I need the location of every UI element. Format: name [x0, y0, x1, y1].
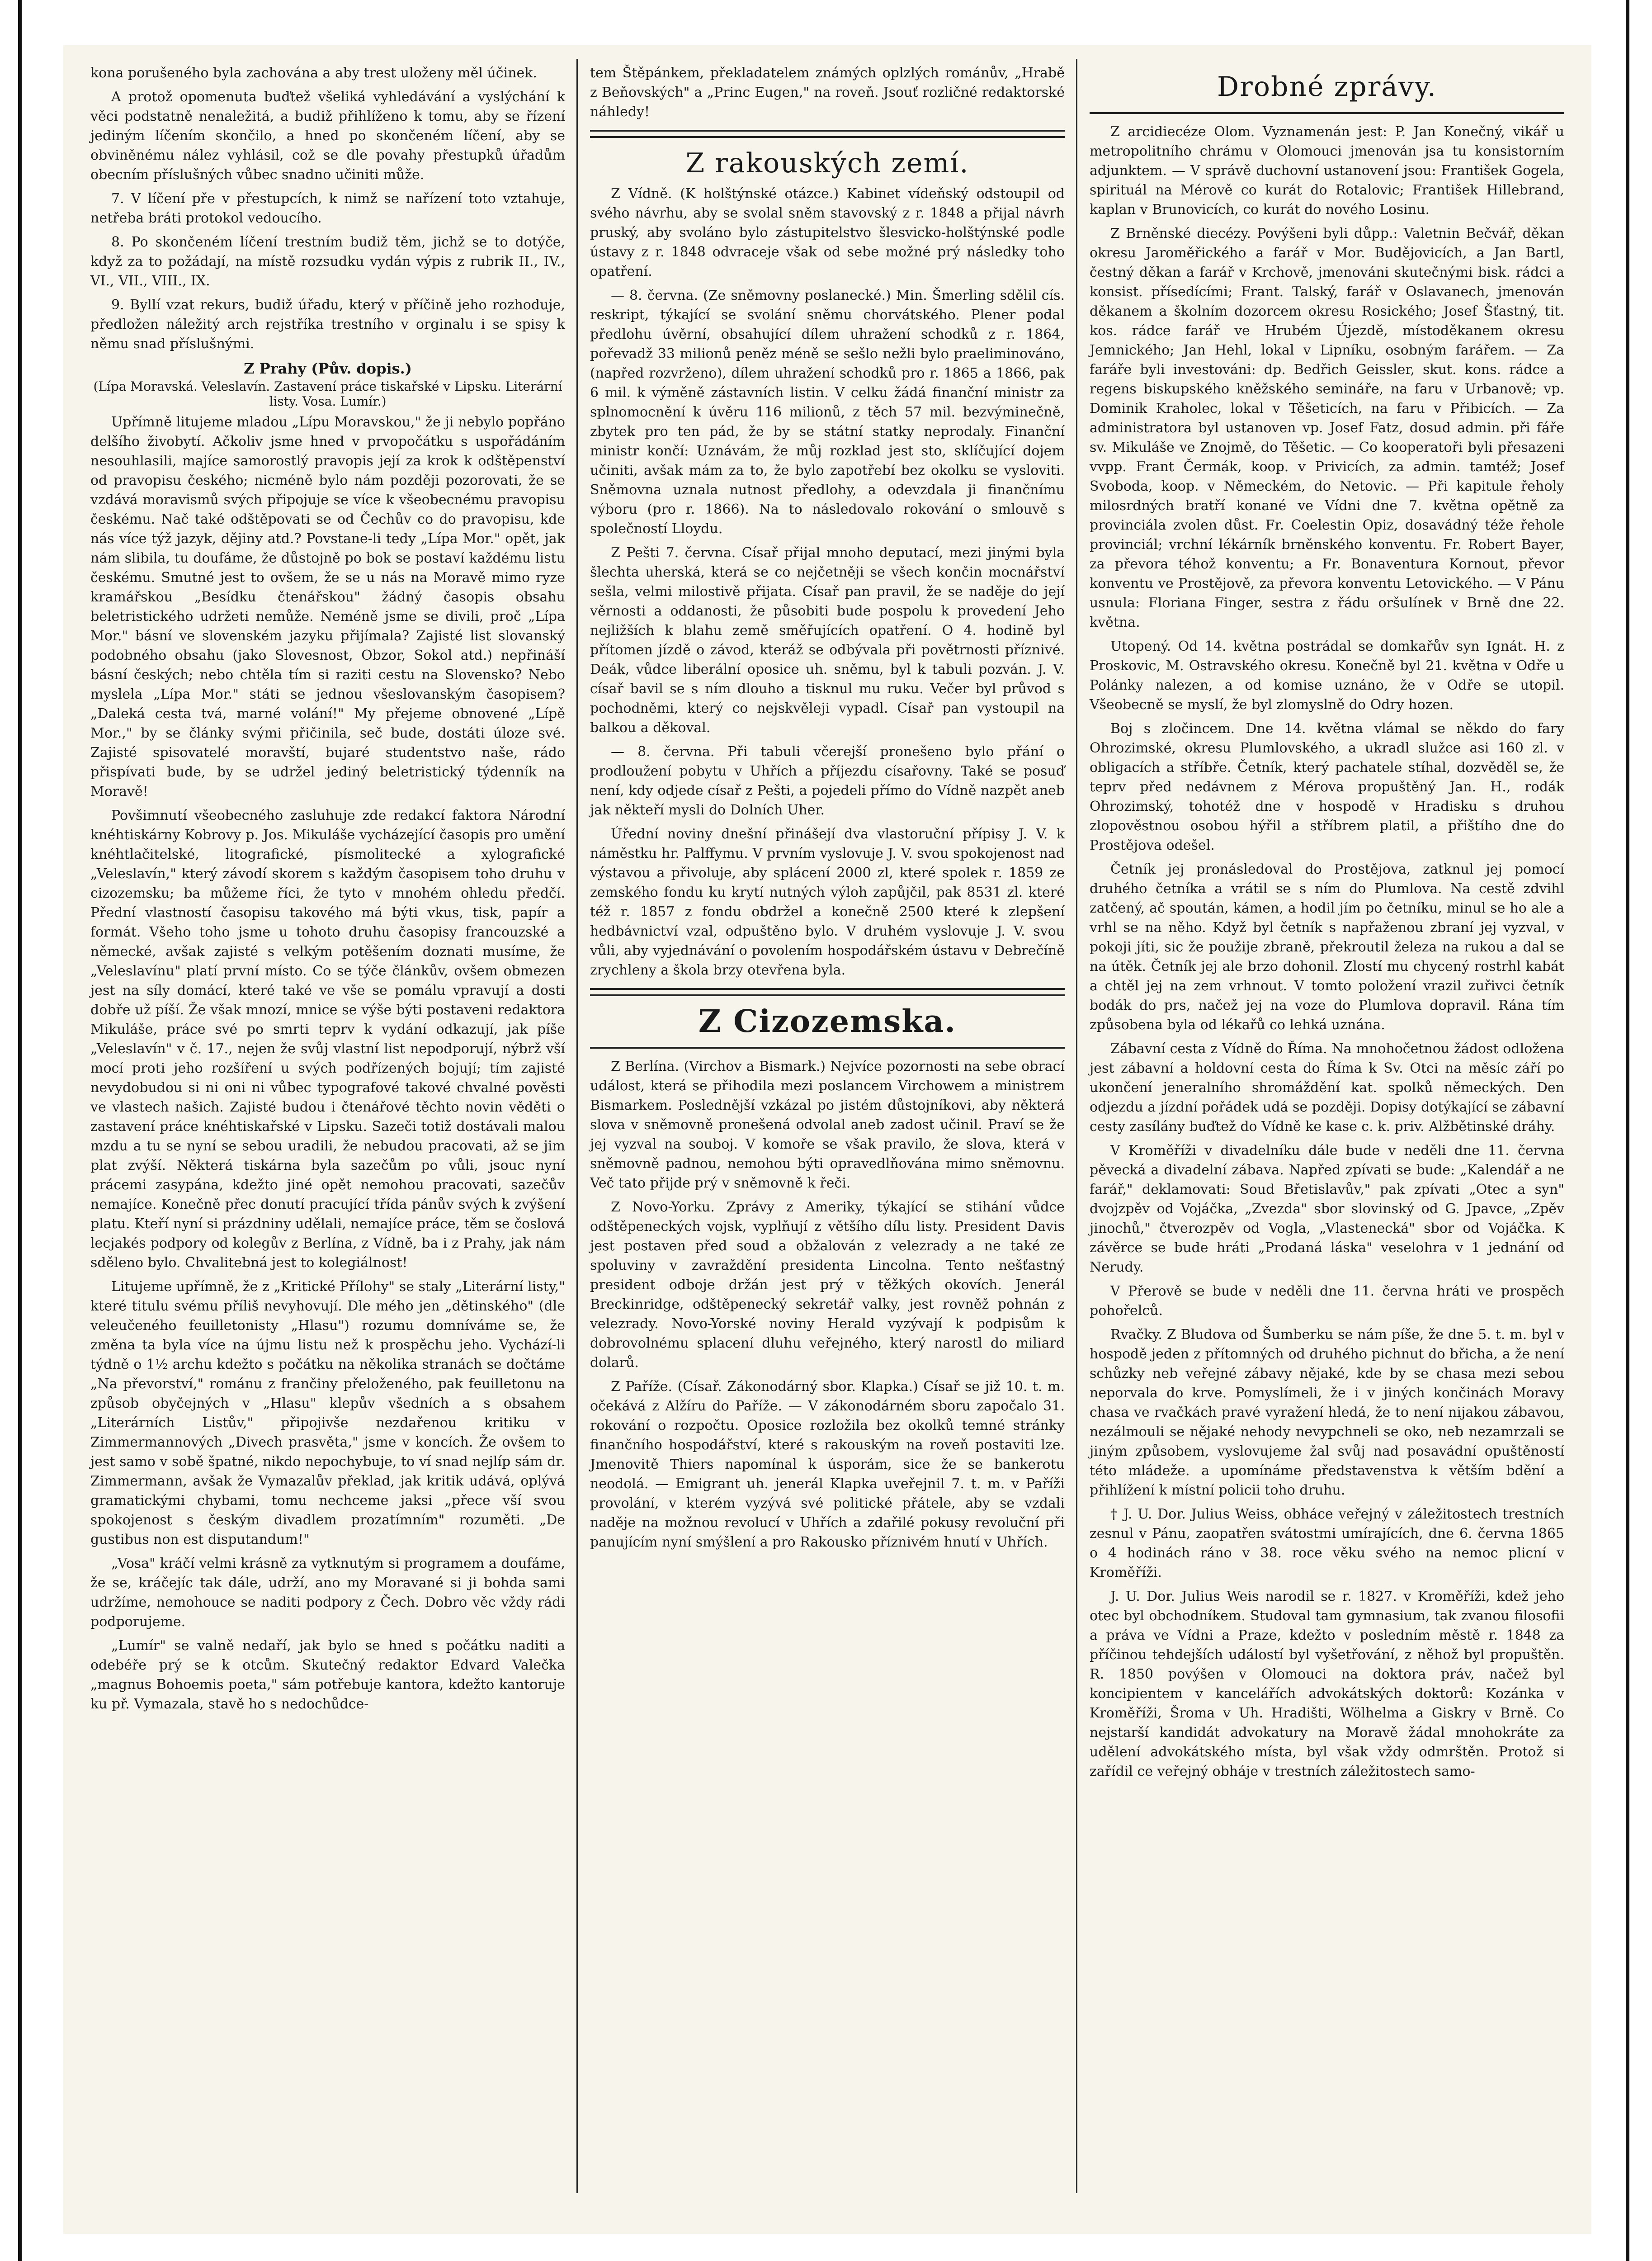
paragraph: Z Pešti 7. června. Císař přijal mnoho deputací, mezi jinými byla šlechta uherská, která se co nejčetněji se všech končin mocnářství sešla, velmi milostivě přijata. Císař pan pravil, že se naděje do její věrnosti a oddanosti, že působiti bude pospolu k provedení Jeho nejližších k blahu země směřujících opatření. O 4. hodině byl přítomen jízdě o závod, kteráž se odbývala při povětrnosti příznivé. Deák, vůdce liberální oposice uh. sněmu, byl k tabuli pozván. J. V. císař bavil se s ním dlouho a tisknul mu ruku. Večer byl průvod s pochodněmi, který co nejskvěleji vypadl. Císař pan vystoupil na balkou a děkoval. — [590, 545, 1065, 736]
paragraph: tem Štěpánkem, překladatelem známých oplzlých románův, „Hrabě z Beňovských" a „Princ Eugen," na roveň. Jsouť rozličné redaktorské náhledy! — [590, 65, 1065, 120]
paragraph: — 8. června. Při tabuli včerejší pronešeno bylo přání o prodloužení pobytu v Uhřích a příjezdu císařovny. Také se posuď není, kdy odjede císař z Pešti, a pojedeli přímo do Vídně nazpět aneb jak někteří mysli do Dolních Uher. — [590, 744, 1065, 818]
paragraph: Litujeme upřímně, že z „Kritické Přílohy" se staly „Literární listy," které titulu svému příliš nevyhovují. Dle mého jen „dětinského" (dle veleučeného feuilletonisty „Hlasu") rozumu domníváme se, že změna ta byla více na újmu listu než k prospěchu jeho. Vychází-li týdně o 1½ archu kdežto s počátku na několika stranách se dočtáme „Na převorství," románu z frančiny přeloženého, pak feuilletonu na způsob obyčejných v „Hlasu" klepův všedních a s obsahem „Literárních Listův," připojivše nezdařenou kritiku v Zimmermannových „Divech prasvěta," jsme v koncích. Že ovšem to jest samo v sobě špatné, nikdo nepochybuje, to ví snad nejlíp sám dr. Zimmermann, avšak že Vymazalův překlad, jak kritik udává, oplývá gramatickými chybami, tomu nechceme jaksi „přece vší svou spokojenost s českým divadlem prozatímním" rozuměti. „De gustibus non est disputandum!" — [90, 1279, 565, 1547]
page-edge-right — [1626, 0, 1629, 2261]
paragraph: Z arcidiecéze Olom. Vyznamenán jest: P. Jan Konečný, vikář u metropolitního chrámu v Olomouci jmenován jsa tu konsistorním adjunktem. — V správě duchovní ustanovení jsou: František Gogela, spirituál na Mérově co kurát do Rotalovic; František Hillebrand, kaplan v Brunovicích, co kurát do nového Losinu. — [1090, 124, 1564, 218]
section-divider — [590, 988, 1065, 996]
article-subheading: (Lípa Moravská. Veleslavín. Zastavení práce tiskařské v Lipsku. Literární listy. Vosa. Lumír.) — [93, 379, 562, 409]
paragraph: V Kroměříži v divadelníku dále bude v neděli dne 11. června pěvecká a divadelní zábava. Napřed zpívati se bude: „Kalendář a ne farář," deklamovati: Soud Břetislavův," pak zpívati „Otec a syn" dvojzpěv od Vojáčka, „Zvezda" sbor slovinský od G. Jpavce, „Zpěv jinochů," čtverozpěv od Vogla, „Vlastenecká" sbor od Vojáčka. K závěrce se bude hráti „Prodaná láska" veselohra v 1 jednání od Nerudy. — [1090, 1143, 1564, 1275]
column-right — [1090, 63, 1564, 1786]
paragraph: Z Novo-Yorku. Zprávy z Ameriky, týkající se stihání vůdce odštěpeneckých vojsk, vyplňují z většího dílu listy. President Davis jest postaven před soud a obžalován z velezrady a ne také ze spoluviny v zavraždění presidenta Lincolna. Tento nešťastný president odboje držán jest prý v těžkých okovích. Jenerál Breckinridge, odštěpenecký sekretář valky, jest rovněž pohnán z velezrady. Novo-Yorské noviny Herald vyzývají k podpisům k dobrovolnému splacení dluhu veřejného, který narostl do miliard dolarů. — [590, 1199, 1065, 1371]
paragraph: „Vosa" kráčí velmi krásně za vytknutým si programem a doufáme, že se, kráčejíc tak dále, udrží, ano my Moravané si ji bohda sami udržíme, nemohouce se naditi podpory z Čech. Dobro věc vždy rádi podporujeme. — [90, 1556, 565, 1630]
paragraph: Upřímně litujeme mladou „Lípu Moravskou," že ji nebylo popřáno delšího živobytí. Ačkoliv jsme hned v prvopočátku s uspořádáním nesouhlasili, majíce samorostlý pravopis její za krok k odštěpenství od pravopisu českého; nicméně bylo nám později pozorovati, že se vzdává moravismů svých připojuje se více k všeobecnému pravopisu českému. Nač také odštěpovati se od Čechův co do pravopisu, kde nás více týž jazyk, dějiny atd.? Povstane-li tedy „Lípa Mor." opět, jak nám slibila, tu doufáme, že důstojně po bok se postaví každému listu českému. Smutné jest to ovšem, že se u nás na Moravě mimo ryze kramářskou „Besídku čtenářskou" žádný časopis obsahu beletristického udržeti nemůže. Neméně jsme se divili, proč „Lípa Mor." básní ve slovenském jazyku přijímala? Zajisté list slovanský podobného obsahu (jako Slovesnost, Obzor, Sokol atd.) nepřináší básní českých; nebo chtěla tím si raziti cestu na Slovensko? Nebo myslela „Lípa Mor." státi se jednou všeslovanským časopisem? „Daleká cesta tvá, marné volání!" My přejeme obnovené „Lípě Mor.," by se články svými přičinila, seč bude, dostáti úloze své. Zajisté spisovatelé moravští, bujaré studentstvo naše, rádo přispívati bude, by se udržel jediný beletristický týdenník na Moravě! — [90, 414, 565, 799]
section-divider — [590, 130, 1065, 138]
paragraph: „Lumír" se valně nedaří, jak bylo se hned s počátku naditi a odebéře prý se k otcům. Skutečný redaktor Edvard Valečka „magnus Bohoemis poeta," sám potřebuje kantora, kdežto kantoruje ku př. Vymazala, stavě ho s nedochůdce- — [90, 1638, 565, 1712]
paragraph: Utopený. Od 14. května postrádal se domkařův syn Ignát. H. z Proskovic, M. Ostravského okresu. Konečně byl 21. května v Odře u Polánky nalezen, a od komise uznáno, že v Odře se utopil. Všeobecně se myslí, že byl zlomyslně do Odry hozen. — [1090, 639, 1564, 713]
paragraph: 8. Po skončeném líčení trestním budiž těm, jichž se to dotýče, když za to požádají, na místě rozsudku vydán výpis z rubrik II., IV., VI., VII., VIII., IX. — [90, 234, 565, 289]
section-title: Drobné zprávy. — [1217, 71, 1437, 103]
section-title: Z rakouských zemí. — [685, 147, 969, 179]
section-divider — [1090, 112, 1564, 114]
column-left — [90, 63, 565, 1718]
paragraph: V Přerově se bude v neděli dne 11. června hráti ve prospěch pohořelců. — [1090, 1283, 1564, 1319]
column-rule — [1076, 59, 1077, 2193]
paragraph: Z Brněnské diecézy. Povýšeni byli důpp.: Valetnin Bečvář, děkan okresu Jaroměřického a farář v Mor. Budějovicích, a Jan Bartl, čestný děkan a farář v Krchově, jmenováni skutečnými bisk. rádci a konsist. přísedícími; Frant. Talský, farář v Oslavanech, jmenován děkanem a školním dozorcem okresu Rosického; Josef Šťastný, tit. kos. rádce farář ve Hrubém Újezdě, místoděkanem okresu Jemnického; Jan Hehl, lokal v Lipníku, osobným farářem. — Za faráře byli investováni: dp. Bedřich Geissler, skut. kons. rádce a regens biskupského kněžského semináře, na faru v Urbanově; vp. Dominik Kraholec, lokal v Těšeticích, na faru v Přibicích. — Za administratora byl ustanoven vp. Josef Fatz, dosud admin. při fáře sv. Mikuláše ve Znojmě, do Těšetic. — Co kooperatoři byli přesazeni vvpp. Frant Čermák, koop. v Privicích, za admin. tamtéž; Josef Svoboda, koop. v Německém, do Netovic. — Při kapitule řeholy milosrdných bratří konané ve Vídni dne 7. května opětně za provinciála zvolen důst. Fr. Coelestin Opiz, dosavádný téže řehole provinciál; vrchní lékárník brněnského konventu. Fr. Robert Bayer, za převora téhož konventu; a Fr. Bonaventura Kornout, převor konventu ve Prostějově, za převora konventu Letovického. — V Pánu usnula: Floriana Finger, sestra z řádu oršulínek v Brně dne 22. května. — [1090, 226, 1564, 630]
paragraph: Rvačky. Z Bludova od Šumberku se nám píše, že dne 5. t. m. byl v hospodě jeden z přítomných od druhého pichnut do břicha, a že není schůzky neb veřejné zábavy nějaké, kde by se chasa mezi sebou neporvala do krve. Pomyslímeli, že i v jiných končinách Moravy chasa ve rvačkách pravé vyražení hledá, že to není nijakou zábavou, nezálmouli se nějaké nehody nevypchneli se oko, neb nezamrzali se jiným způsobem, vyslovujeme žal svůj nad posavádní opuštěností této mládeže. a upomínáme představenstva k větším bdění a přihlížení k místní policii toho druhu. — [1090, 1327, 1564, 1498]
paragraph: Z Berlína. (Virchov a Bismark.) Nejvíce pozornosti na sebe obrací událost, která se přihodila mezi poslancem Virchowem a ministrem Bismarkem. Poslednější vzkázal po jistém důstojníkovi, aby některá slova v sněmovně pronešená odvolal aneb zadost učinil. Praví se že jej vyzval na souboj. V komoře se však pravilo, že slova, která v sněmovně padnou, nemohou býti opravedlňována mimo sněmovnu. Več tato přijde prý v sněmovně k řeči. — [590, 1059, 1065, 1191]
page-edge-left — [18, 0, 22, 2261]
paragraph: kona porušeného byla zachována a aby trest uloženy měl účinek. — [90, 65, 537, 81]
paragraph: Úřední noviny dnešní přinášejí dva vlastoruční přípisy J. V. k náměstku hr. Palffymu. V prvním vyslovuje J. V. svou spokojenost nad výstavou a přivoluje, aby splácení 2000 zl, které spolek r. 1859 ze zemského fondu ku krytí nutných výloh zapůjčil, pak 8531 zl. které též r. 1857 z fondu obdržel a konečně 2500 které k zlepšení hedbávnictví vzal, odpuštěno bylo. V druhém vyslovuje J. V. svou vůli, aby vyjednávání o povolením hospodářském ústavu v Debrečíně zrychleny a škola brzy otevřena byla. — [590, 826, 1065, 978]
paragraph: 9. Byllí vzat rekurs, budiž úřadu, který v příčině jeho rozhoduje, předložen náležitý arch rejstříka trestního v orginalu i se spisy k němu snad příslušnými. — [90, 297, 565, 352]
paragraph: 7. V líčení pře v přestupcích, k nimž se nařízení toto vztahuje, netřeba bráti protokol vedoucího. — [90, 191, 565, 226]
paragraph: Četník jej pronásledoval do Prostějova, zatknul jej pomocí druhého četníka a vrátil se s ním do Plumlova. Na cestě zdvihl zatčený, ač spoután, kámen, a hodil jím po četníku, minul se ho ale a vrhl se na něho. Když byl četník s napřaženou zbraní jej vyzval, v pokoji jíti, sic že použije zbraně, překroutil železa na rukou a dal se na útěk. Četník jej ale brzo dohonil. Zlostí mu chycený rostrhl kabát a chtěl jej na zem vrhnout. V tomto položení vrazil zuřivci četník bodák do prs, načež jej na voze do Plumlova dopravil. Rána tím způsobena byla od lékařů co lehká uznána. — [1090, 861, 1564, 1033]
paragraph: Z Vídně. (K holštýnské otázce.) Kabinet vídeňský odstoupil od svého návrhu, aby se svolal sněm stavovský z r. 1848 a přijal návrh pruský, aby svoláno bylo zástupitelstvo šlesvicko-holštýnské podle ústavy z r. 1848 odvraceje však od sebe možné prý následky toho opatření. — [590, 186, 1065, 279]
column-middle — [590, 63, 1065, 1556]
paragraph: Povšimnutí všeobecného zasluhuje zde redakcí faktora Národní knéhtiskárny Kobrovy p. Jos. Mikuláše vycházející časopis pro umění knéhtlačitelské, litografické, písmolitecké a xylografické „Veleslavín," který závodí skorem s každým časopisem toho druhu v cizozemsku; ba můžeme říci, že tyto v mnohém ohledu předčí. Přední vlastností časopisu takového má býti vkus, tisk, papír a formát. Všeho toho jsme u tohoto druhu časopisy francouzské a německé, avšak zajisté s velkým potěšením doznati musíme, že „Veleslavínu" platí první místo. Co se týče článkův, ovšem obmezen jest na síly domácí, které také ve vše se pomálu vpravují a dosti dobře už píší. Že však mnozí, mnice se výše býti postaveni redaktora Mikuláše, práce své po smrti teprv k vydání odkazují, jak píše „Veleslavín" v č. 17., nejen že svůj vlastní list nepodporují, nýbrž vší mocí proti jeho rozšíření u svých podřízených bojují; tím zajisté nevydobudou si ni oni ni vůbec typografové takové chvalné pověsti ve vlastech našich. Zajisté budou i čtenářové těchto novin věděti o zastavení práce knéhtiskařské v Lipsku. Sazeči totiž dostávali malou mzdu a tu se nyní se sebou uradili, že nebudou pracovati, až se jim plat zvýší. Některá tiskárna byla sazečům po vůli, jsouc nyní prácemi zasypána, kdežto jiné opět nemohou pracovati, sazečův nemajíce. Konečně přec donutí pracující třída pánův svých k zvýšení platu. Kteří nyní si prázdniny udělali, nemajíce práce, těm se čoslová lecjakés podpory od kolegův z Berlína, z Vídně, ba i z Prahy, jak nám sděleno bylo. Chvalitebná jest to kolegiálnost! — [90, 808, 565, 1271]
paragraph: J. U. Dor. Julius Weis narodil se r. 1827. v Kroměříži, kdež jeho otec byl obchodníkem. Studoval tam gymnasium, tak zvanou filosofii a práva ve Vídni a Praze, kdežto v posledním městě r. 1848 za příčinou tehdejších událostí byl vyšetřování, z něhož byl propuštěn. R. 1850 povýšen v Olomouci na doktora práv, načež byl koncipientem v kancelářích advokátských doktorů: Kozánka v Kroměříži, Šroma v Uh. Hradišti, Wölhelma a Giskry v Brně. Co nejstarší kandidát advokatury na Moravě žádal mnohokráte za udělení advokátského místa, byl však vždy odmrštěn. Protož si zařídil ce veřejný obháje v trestních záležitostech samo- — [1090, 1589, 1564, 1779]
article-heading: Z Prahy (Pův. dopis.) — [244, 360, 412, 377]
paragraph: Z Paříže. (Císař. Zákonodárný sbor. Klapka.) Císař se již 10. t. m. očekává z Alžíru do Paříže. — V zákonodárném sboru započalo 31. rokování o rozpočtu. Oposice rozložila bez okolků temné stránky finančního hospodářství, které s rakouským na roveň postaviti lze. Jmenovitě Thiers napomínal k úsporám, sice že se bankerotu neodolá. — Emigrant uh. jenerál Klapka uveřejnil 7. t. m. v Paříži provolání, v kterém vyzývá své politické přátele, aby se vzdali naděje na možnou revolucí v Uhřích a zdařilé pokusy revoluční při panujícím nyní smýšlení a pro Rakousko příznivém hnutí v Uhřích. — [590, 1379, 1065, 1550]
paragraph: Zábavní cesta z Vídně do Říma. Na mnohočetnou žádost odložena jest zábavní a holdovní cesta do Říma k Sv. Otci na měsíc září po ukončení jeneralního shromáždění kat. spolků německých. Den odjezdu a jízdní pořádek udá se později. Dopisy dotýkající se zábavní cesty zasílány buďtež do Vídně ke kase c. k. priv. Alžbětinské dráhy. — [1090, 1041, 1564, 1135]
paragraph: Boj s zločincem. Dne 14. května vlámal se někdo do fary Ohrozimské, okresu Plumlovského, a ukradl služce asi 160 zl. v obligacích a stříbře. Četník, který pachatele stíhal, dozvěděl se, že teprv před nedávnem z Mérova propuštěný Jan. H., rodák Ohrozimský, tohotéž dne v hospodě v Hradisku s druhou zlopověstnou osobou hýřil a stříbrem platil, a přištího dne do Prostějova odešel. — [1090, 721, 1564, 853]
section-divider — [590, 1047, 1065, 1049]
newspaper-page — [63, 45, 1591, 2234]
paragraph: † J. U. Dor. Julius Weiss, obháce veřejný v záležitostech trestních zesnul v Pánu, zaopatřen svátostmi umírajících, dne 6. června 1865 o 4 hodinách ráno v 38. roce věku svého na nemoc plicní v Kroměříži. — [1090, 1506, 1564, 1580]
column-rule — [576, 59, 578, 2193]
section-title: Z Cizozemska. — [698, 1003, 957, 1040]
paragraph: — 8. června. (Ze sněmovny poslanecké.) Min. Šmerling sdělil cís. reskript, týkající se svolání sněmu chorvátského. Plener podal předlohu úvěrní, obsahující dílem uhražení schodků z r. 1864, pořevadž 33 milionů peněz méně se sešlo nežli bylo praeliminováno, (napřed rozvrženo), dílem uhražení schodků pro r. 1865 a 1866, pak 6 mil. k výměně zástavních listin. V celku žádá finanční ministr za splnomocnění k úvěru 116 milionů, z těch 57 mil. bezvýminečně, zbytek pro ten pád, že by se státní statky neprodaly. Finanční ministr končí: Uznávám, že můj rozklad jest sto, sklíčující dojem učiniti, avšak mám za to, že bylo zapotřebí bez okolku se vysloviti. Sněmovna uznala nutnost předlohy, a odevzdala ji finančnímu výboru (pro r. 1866). Na to následovalo rokování o smlouvě s společností Lloydu. — [590, 288, 1065, 537]
paragraph: A protož opomenuta buďtež všeliká vyhledávání a vyslýchání k věci podstatně nenaležitá, a budiž přihlíženo k tomu, aby se řízení jediným líčením skončilo, a hned po skončeném líčení, aby se obviněnému nález vyhlásil, což se dle povahy přestupků úřadům obecním příslušných vůbec snadno učiniti může. — [90, 89, 565, 183]
